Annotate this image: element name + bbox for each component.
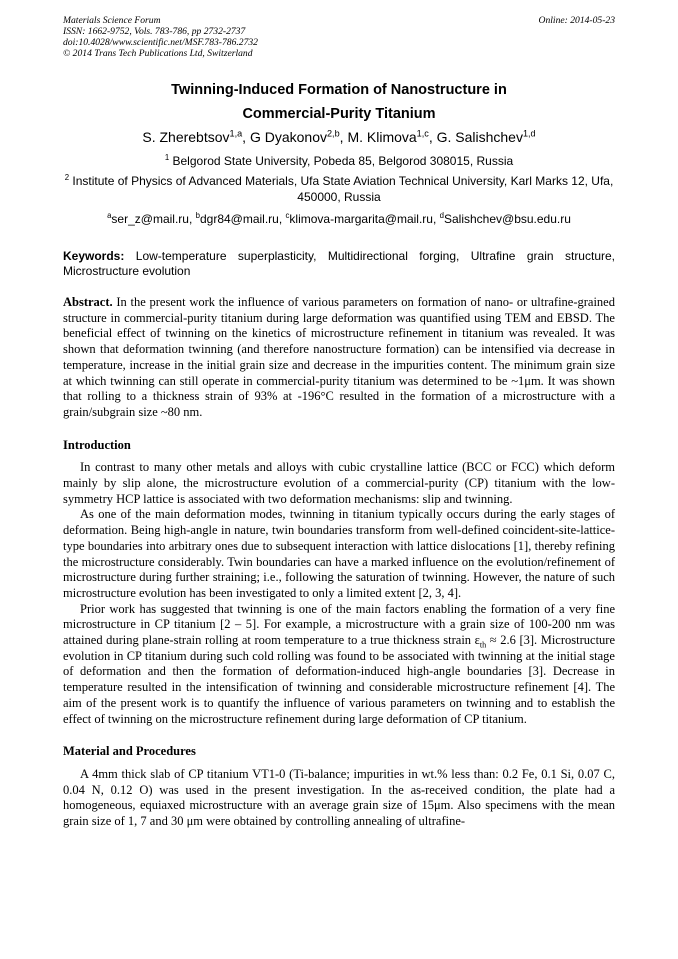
author-list <box>63 128 615 146</box>
keywords-text: Low-temperature superplasticity, Multidirectional forging, Ultrafine grain structure, Microstructure evolution <box>63 249 615 278</box>
abstract-text: In the present work the influence of various parameters on formation of nano- or ultrafine-grained structure in commercial-purity titanium during large deformation was quantified using TEM and EBSD. The beneficial effect of twinning on the kinetics of microstructure refinement in titanium was revealed. It was shown that deformation twinning (and therefore nanostructure formation) can be intensified via decrease in temperature, increase in the initial grain size and decrease in the impurities content. The minimum grain size at which twinning can still operate in commercial-purity titanium was determined to be ~1μm. It was shown that rolling to a thickness strain of 93% at -196°C resulted in the formation of a microstructure with a grain/subgrain size ~80 nm. <box>63 295 615 419</box>
author: M. Klimova$^{1,c}$, <box>347 128 437 145</box>
email: $^a$ser_z@mail.ru, <box>107 211 196 226</box>
section-heading-introduction: Introduction <box>63 437 131 452</box>
email: $^d$Salishchev@bsu.edu.ru <box>439 211 571 226</box>
keywords <box>63 249 615 279</box>
copyright-line: © 2014 Trans Tech Publications Ltd, Switzerland <box>63 48 253 59</box>
abstract <box>63 295 615 421</box>
keywords-label: Keywords: <box>63 249 125 263</box>
intro-paragraph-3: Prior work has suggested that twinning is one of the main factors enabling the formation of a very fine microstructure in CP titanium [2 – 5]. For example, a microstructure with a grain size of 100-200 nm was attained during plane-strain rolling at room temperature to a true thickness strain $\varepsilon_{th} \approx 2.6$ [3]. Microstructure evolution in CP titanium during such cold rolling was found to be associated with twinning at the initial stage of deformation and then the formation of deformation-induced high-angle boundaries [3]. Decrease in temperature resulted in the intensification of twinning and considerable microstructure refinement [4]. The aim of the present work is to quantify the influence of various parameters on twinning and to establish the effect of twinning on the microstructure refinement during large deformation of CP titanium. <box>63 601 616 726</box>
author: S. Zherebtsov$^{1,a}$, <box>142 128 250 145</box>
affiliation-2: $^2$ Institute of Physics of Advanced Materials, Ufa State Aviation Technical University, Karl Marks 12, Ufa, 450000, Russia <box>64 173 614 204</box>
methods-paragraph-1: A 4mm thick slab of CP titanium VT1-0 (Ti-balance; impurities in wt.% less than: 0.2 Fe, 0.1 Si, 0.07 C, 0.04 N, 0.12 O) was used in the present investigation. In the as-received condition, the plate had a homogeneous, equiaxed microstructure with an average grain size of 15μm. Also specimens with the mean grain size of 1, 7 and 30 μm were obtained by controlling annealing of ultrafine- <box>63 766 615 829</box>
affiliations <box>63 153 615 209</box>
journal-header <box>63 15 615 59</box>
email: $^b$dgr84@mail.ru, <box>195 211 286 226</box>
online-date: Online: 2014-05-23 <box>538 15 615 26</box>
author: G Dyakonov$^{2,b}$, <box>249 128 348 145</box>
abstract-label: Abstract. <box>63 295 113 309</box>
affiliation-1: $^1$ Belgorod State University, Pobeda 85, Belgorod 308015, Russia <box>164 153 514 168</box>
intro-paragraph-2: As one of the main deformation modes, twinning in titanium typically occurs during the early stages of deformation. Being high-angle in nature, twin boundaries transform from well-defined coincident-site-lattice-type boundaries into arbitrary ones due to subsequent interaction with lattice dislocations [1], thereby refining the microstructure considerably. Twin boundaries can have a marked influence on the evolution/refinement of microstructure during further straining; i.e., following the saturation of twinning. However, the nature of such microstructure evolution has been investigated to only a limited extent [2, 3, 4]. <box>63 507 615 600</box>
title-line-2: Commercial-Purity Titanium <box>242 106 436 122</box>
email-list <box>63 211 615 227</box>
section-heading-methods: Material and Procedures <box>63 744 196 759</box>
issn-line: ISSN: 1662-9752, Vols. 783-786, pp 2732-2737 <box>63 26 246 37</box>
email: $^c$klimova-margarita@mail.ru, <box>285 211 440 226</box>
paper-body <box>63 295 615 830</box>
intro-paragraph-1: In contrast to many other metals and alloys with cubic crystalline lattice (BCC or FCC) which deform mainly by slip alone, the microstructure evolution of a commercial-purity (CP) titanium with the low-symmetry HCP lattice is associated with two deformation mechanisms: slip and twinning. <box>63 460 615 506</box>
doi-line: doi:10.4028/www.scientific.net/MSF.783-786.2732 <box>63 37 258 48</box>
journal-name: Materials Science Forum <box>63 15 161 26</box>
title-line-1: Twinning-Induced Formation of Nanostructure in <box>171 82 507 98</box>
author: G. Salishchev$^{1,d}$ <box>436 128 536 145</box>
paper-title <box>63 78 615 126</box>
